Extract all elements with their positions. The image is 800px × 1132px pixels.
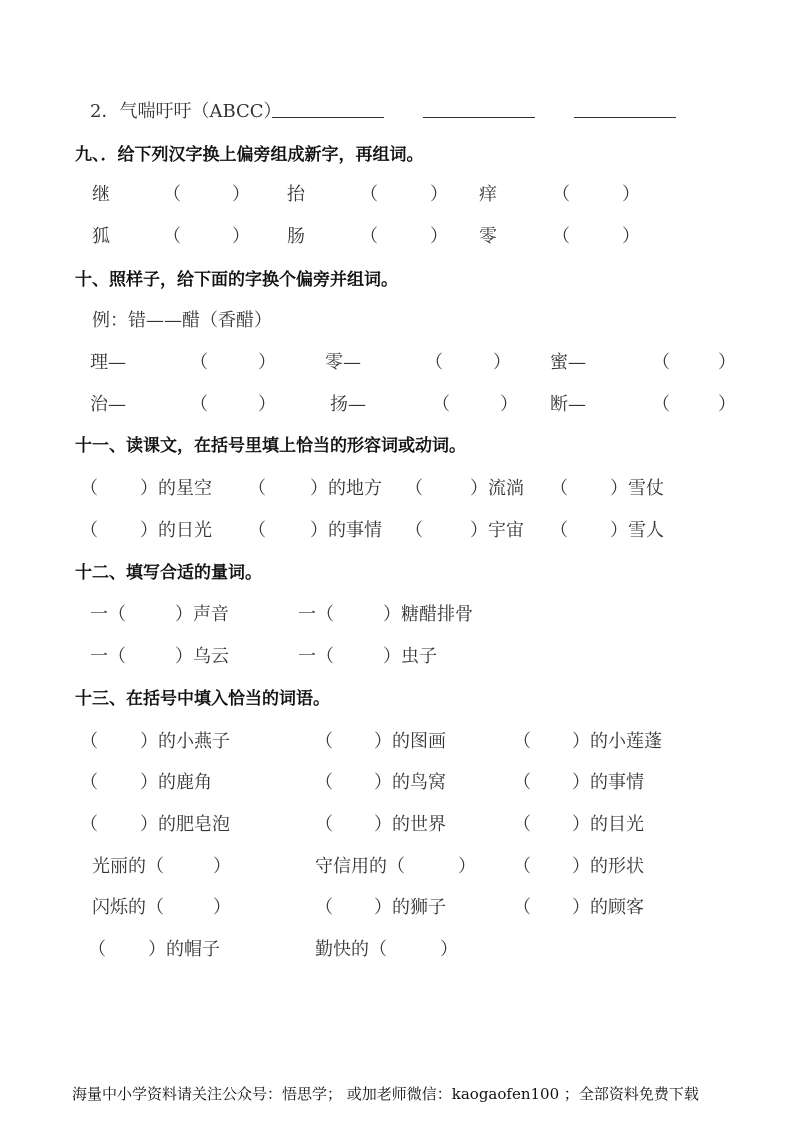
idiom-item-2: 2．气喘吁吁（ABCC） (90, 101, 282, 122)
s11-r1-open-4: （ (550, 478, 568, 499)
s9-r2-close-3: ） (622, 226, 640, 247)
s11-r2-text-1: ）的日光 (140, 520, 212, 541)
s11-r1-text-2: ）的地方 (310, 478, 382, 499)
s13-r3-open-1: （ (80, 814, 98, 835)
s11-r1-text-3: ）流淌 (470, 478, 524, 499)
s13-r3-open-2: （ (315, 814, 333, 835)
s12-r1-text-2: ）糖醋排骨 (383, 604, 473, 625)
s9-r1-char-2: 抬 (287, 184, 305, 205)
s12-r2-prefix-1: 一（ (90, 646, 126, 667)
s13-r6-text-1: ）的帽子 (148, 939, 220, 960)
s10-example: 例：错——醋（香醋） (92, 310, 272, 331)
s10-r2-close-2: ） (500, 394, 518, 415)
s9-r1-char-1: 继 (92, 184, 110, 205)
answer-blank-1[interactable] (272, 117, 384, 118)
section-11-heading: 十一、读课文，在括号里填上恰当的形容词或动词。 (75, 436, 466, 456)
s9-r1-close-1: ） (232, 184, 250, 205)
s11-r2-open-4: （ (550, 520, 568, 541)
s13-r2-open-3: （ (513, 772, 531, 793)
s13-r5-open-2: （ (315, 897, 333, 918)
s11-r2-text-3: ）宇宙 (470, 520, 524, 541)
s9-r1-open-2: （ (360, 184, 378, 205)
s13-r2-text-1: ）的鹿角 (140, 772, 212, 793)
s10-r1-close-3: ） (718, 352, 736, 373)
s13-r4-text-2: 守信用的（ (315, 856, 405, 877)
s10-r1-char-1: 理— (90, 352, 126, 373)
s10-r2-close-1: ） (258, 394, 276, 415)
s9-r2-open-3: （ (552, 226, 570, 247)
s13-r1-open-2: （ (315, 731, 333, 752)
s10-r2-char-1: 治— (90, 394, 126, 415)
s13-r4-text-3: ）的形状 (572, 856, 644, 877)
s13-r3-text-1: ）的肥皂泡 (140, 814, 230, 835)
s13-r1-text-2: ）的图画 (374, 731, 446, 752)
s13-r2-open-1: （ (80, 772, 98, 793)
s10-r2-char-2: 扬— (330, 394, 366, 415)
s11-r1-open-1: （ (80, 478, 98, 499)
section-9-heading: 九、．给下列汉字换上偏旁组成新字，再组词。 (75, 145, 424, 165)
s13-r1-open-1: （ (80, 731, 98, 752)
s12-r1-prefix-1: 一（ (90, 604, 126, 625)
s13-r2-open-2: （ (315, 772, 333, 793)
s9-r2-char-1: 狐 (92, 226, 110, 247)
s12-r1-text-1: ）声音 (175, 604, 229, 625)
s13-r5-text-1: 闪烁的（ (92, 897, 164, 918)
s10-r2-char-3: 断— (550, 394, 586, 415)
s9-r1-open-1: （ (163, 184, 181, 205)
s13-r6-close-2: ） (440, 939, 458, 960)
s10-r2-open-3: （ (652, 394, 670, 415)
s13-r1-text-3: ）的小莲蓬 (572, 731, 662, 752)
s13-r4-text-1: 光丽的（ (92, 856, 164, 877)
s10-r2-open-2: （ (432, 394, 450, 415)
s13-r3-text-3: ）的目光 (572, 814, 644, 835)
s9-r2-char-3: 零 (479, 226, 497, 247)
s11-r1-text-4: ）雪仗 (610, 478, 664, 499)
s13-r2-text-2: ）的鸟窝 (374, 772, 446, 793)
footer-note: 海量中小学资料请关注公众号：悟思学； 或加老师微信：kaogaofen100 ；全部资料免费下载 (72, 1085, 699, 1103)
s13-r5-close-1: ） (213, 897, 231, 918)
s13-r3-open-3: （ (513, 814, 531, 835)
s13-r5-text-3: ）的顾客 (572, 897, 644, 918)
s11-r1-open-3: （ (405, 478, 423, 499)
answer-blank-2[interactable] (423, 117, 535, 118)
s11-r2-text-4: ）雪人 (610, 520, 664, 541)
answer-blank-3[interactable] (574, 117, 676, 118)
s13-r4-close-1: ） (213, 856, 231, 877)
s10-r1-close-2: ） (493, 352, 511, 373)
s9-r1-close-3: ） (622, 184, 640, 205)
s9-r1-open-3: （ (552, 184, 570, 205)
s13-r2-text-3: ）的事情 (572, 772, 644, 793)
s13-r3-text-2: ）的世界 (374, 814, 446, 835)
s10-r1-open-2: （ (425, 352, 443, 373)
s10-r1-close-1: ） (258, 352, 276, 373)
s10-r1-open-1: （ (190, 352, 208, 373)
s11-r1-open-2: （ (248, 478, 266, 499)
s9-r2-open-1: （ (163, 226, 181, 247)
s13-r5-open-3: （ (513, 897, 531, 918)
s9-r1-close-2: ） (430, 184, 448, 205)
s13-r1-text-1: ）的小燕子 (140, 731, 230, 752)
s11-r2-text-2: ）的事情 (310, 520, 382, 541)
s12-r1-prefix-2: 一（ (298, 604, 334, 625)
s10-r1-char-3: 蜜— (550, 352, 586, 373)
s11-r2-open-1: （ (80, 520, 98, 541)
s13-r6-text-2: 勤快的（ (315, 939, 387, 960)
section-13-heading: 十三、在括号中填入恰当的词语。 (75, 689, 330, 709)
s13-r6-open-1: （ (88, 939, 106, 960)
s9-r2-open-2: （ (360, 226, 378, 247)
s11-r1-text-1: ）的星空 (140, 478, 212, 499)
section-10-heading: 十、照样子，给下面的字换个偏旁并组词。 (75, 270, 398, 290)
s12-r2-text-1: ）乌云 (175, 646, 229, 667)
s11-r2-open-3: （ (405, 520, 423, 541)
s10-r2-close-3: ） (718, 394, 736, 415)
s13-r4-close-2: ） (458, 856, 476, 877)
s9-r2-char-2: 肠 (287, 226, 305, 247)
s9-r2-close-2: ） (430, 226, 448, 247)
s12-r2-prefix-2: 一（ (298, 646, 334, 667)
s13-r1-open-3: （ (513, 731, 531, 752)
s9-r1-char-3: 痒 (479, 184, 497, 205)
s10-r1-open-3: （ (652, 352, 670, 373)
section-12-heading: 十二、填写合适的量词。 (75, 563, 262, 583)
s11-r2-open-2: （ (248, 520, 266, 541)
s9-r2-close-1: ） (232, 226, 250, 247)
s12-r2-text-2: ）虫子 (383, 646, 437, 667)
s13-r4-open-3: （ (513, 856, 531, 877)
s10-r2-open-1: （ (190, 394, 208, 415)
s13-r5-text-2: ）的狮子 (374, 897, 446, 918)
s10-r1-char-2: 零— (325, 352, 361, 373)
